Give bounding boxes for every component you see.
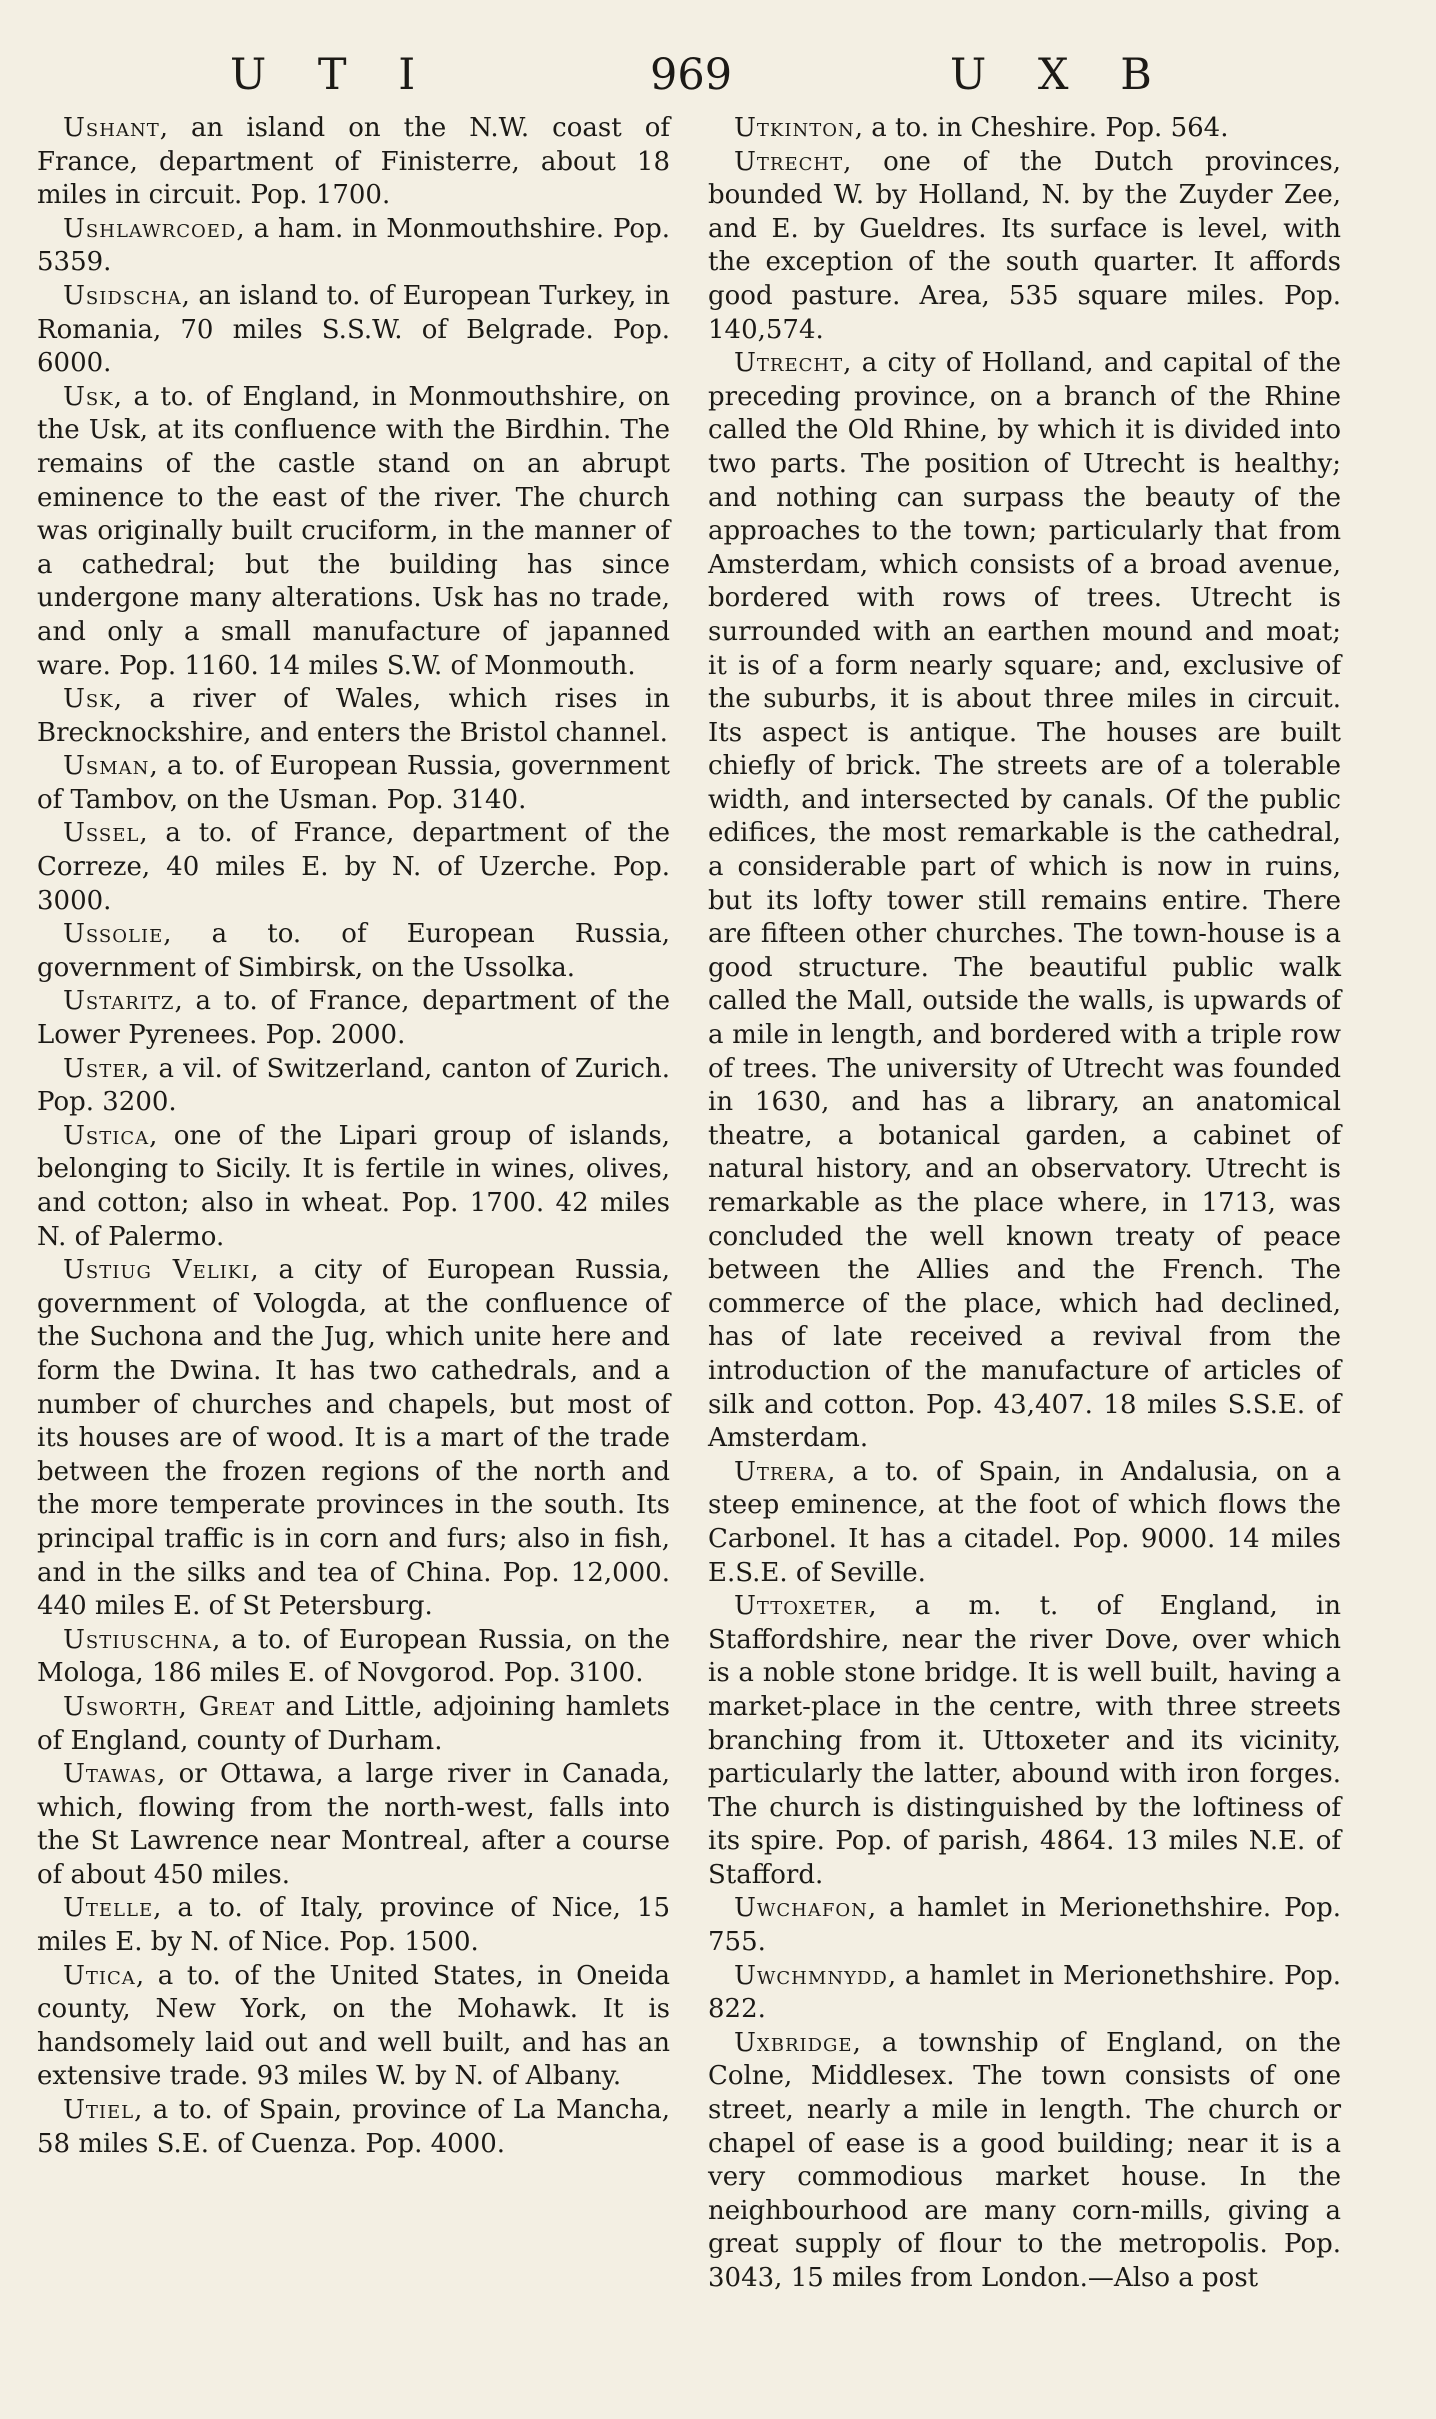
- entry-headword: Utrecht: [734, 348, 844, 379]
- entry-headword: Ushlawrcoed: [63, 213, 237, 244]
- entry-headword: Usman: [63, 751, 150, 782]
- entry-text: , a city of European Russia, government of Vologda, at the confluence of the Suchona and the Jug, which unite here and form the Dwina. It has two cathedrals, and a number of churches and chapels, but most of its houses are of wood. It is a mart of the trade between the frozen regions of the north and the more temperate provinces in the south. Its principal traffic is in corn and furs; also in fish, and in the silks and tea of China. Pop. 12,000. 440 miles E. of St Petersburg.: [37, 1255, 670, 1622]
- right-column: [708, 112, 1341, 2296]
- entry-headword: Uttoxeter: [734, 1591, 869, 1622]
- entry-text: , a hamlet in Merionethshire. Pop. 755.: [708, 1893, 1341, 1958]
- gazetteer-entry: [37, 381, 670, 683]
- entry-text: , a river of Wales, which rises in Brecknockshire, and enters the Bristol channel.: [37, 684, 670, 748]
- gazetteer-entry: [37, 750, 670, 817]
- running-header: [0, 50, 1436, 110]
- gazetteer-entry: [37, 817, 670, 918]
- entry-headword: Ushant: [63, 113, 160, 143]
- entry-text: , a to. of European Russia, on the Mologa, 186 miles E. of Novgorod. Pop. 3100.: [37, 1624, 670, 1689]
- gazetteer-entry: [37, 1691, 670, 1758]
- page-number: 969: [650, 50, 733, 100]
- entry-headword: Utiel: [63, 2095, 135, 2126]
- entry-text: , a to. of European Russia, government of Tambov, on the Usman. Pop. 3140.: [37, 751, 670, 815]
- gazetteer-entry: [37, 918, 670, 985]
- entry-headword: Usworth, Great: [63, 1691, 276, 1722]
- entry-headword: Utelle: [63, 1893, 154, 1924]
- entry-headword: Ussel: [63, 818, 140, 849]
- gazetteer-entry: [37, 280, 670, 381]
- gazetteer-entry: [37, 1758, 670, 1892]
- gazetteer-entry: [708, 1892, 1341, 1959]
- header-right-letters: U X B: [950, 50, 1152, 100]
- gazetteer-entry: [708, 146, 1341, 348]
- header-left-letters: U T I: [230, 50, 416, 100]
- entry-headword: Ustaritz: [63, 986, 175, 1017]
- entry-text: , a hamlet in Merionethshire. Pop. 822.: [708, 1960, 1341, 2025]
- entry-text: , a township of England, on the Colne, Middlesex. The town consists of one street, nearly a mile in length. The church or chapel of ease is a good building; near it is a very commodious market house. In the neighbourhood are many corn-mills, giving a great supply of flour to the metropolis. Pop. 3043, 15 miles from London.—Also a post: [708, 2027, 1341, 2293]
- entry-text: and Little, adjoining hamlets of England, county of Durham.: [37, 1691, 670, 1756]
- gazetteer-entry: [37, 213, 670, 280]
- entry-headword: Uxbridge: [734, 2027, 853, 2058]
- entry-text: , a to. of the United States, in Oneida county, New York, on the Mohawk. It is handsomely laid out and well built, and has an extensive trade. 93 miles W. by N. of Albany.: [37, 1960, 670, 2092]
- entry-headword: Utrecht: [734, 146, 844, 177]
- entry-text: , an island on the N.W. coast of France, department of Finisterre, about 18 miles in circuit. Pop. 1700.: [37, 113, 670, 211]
- entry-headword: Ustiug Veliki: [63, 1255, 251, 1286]
- entry-headword: Utawas: [63, 1759, 158, 1790]
- gazetteer-entry: [708, 2027, 1341, 2296]
- entry-headword: Usidscha: [63, 280, 182, 311]
- gazetteer-entry: [37, 1120, 670, 1254]
- entry-text: , one of the Dutch provinces, bounded W. by Holland, N. by the Zuyder Zee, and E. by Gueldres. Its surface is level, with the exception of the south quarter. It affords good pasture. Area, 535 square miles. Pop. 140,574.: [708, 146, 1341, 345]
- entry-headword: Usk: [63, 381, 114, 412]
- gazetteer-entry: [37, 1053, 670, 1120]
- entry-text: , a city of Holland, and capital of the preceding province, on a branch of the Rhine called the Old Rhine, by which it is divided into two parts. The position of Utrecht is healthy; and nothing can surpass the beauty of the approaches to the town; particularly that from Amsterdam, which consists of a broad avenue, bordered with rows of trees. Utrecht is surrounded with an earthen mound and moat; it is of a form nearly square; and, exclusive of the suburbs, it is about three miles in circuit. Its aspect is antique. The houses are built chiefly of brick. The streets are of a tolerable width, and intersected by canals. Of the public edifices, the most remarkable is the cathedral, a considerable part of which is now in ruins, but its lofty tower still remains entire. There are fifteen other churches. The town-house is a good structure. The beautiful public walk called the Mall, outside the walls, is upwards of a mile in length, and bordered with a triple row of trees. The university of Utrecht was founded in 1630, and has a library, an anatomical theatre, a botanical garden, a cabinet of natural history, and an observatory. Utrecht is remarkable as the place where, in 1713, was concluded the well known treaty of peace between the Allies and the French. The commerce of the place, which had declined, has of late received a revival from the introduction of the manufacture of articles of silk and cotton. Pop. 43,407. 18 miles S.S.E. of Amsterdam.: [708, 348, 1341, 1454]
- entry-headword: Utrera: [734, 1456, 828, 1487]
- gazetteer-entry: [708, 1960, 1341, 2027]
- gazetteer-entry: [37, 683, 670, 750]
- entry-text: , a m. t. of England, in Staffordshire, near the river Dove, over which is a noble stone bridge. It is well built, having a market-place in the centre, with three streets branching from it. Uttoxeter and its vicinity, particularly the latter, abound with iron forges. The church is distinguished by the loftiness of its spire. Pop. of parish, 4864. 13 miles N.E. of Stafford.: [708, 1591, 1341, 1890]
- entry-text: , a to. of France, department of the Lower Pyrenees. Pop. 2000.: [37, 986, 670, 1051]
- entry-text: , a to. of Spain, in Andalusia, on a steep eminence, at the foot of which flows the Carbonel. It has a citadel. Pop. 9000. 14 miles E.S.E. of Seville.: [708, 1456, 1341, 1588]
- gazetteer-entry: [37, 2094, 670, 2161]
- entry-text: , a to. of Spain, province of La Mancha, 58 miles S.E. of Cuenza. Pop. 4000.: [37, 2095, 670, 2159]
- entry-headword: Ussolie: [63, 919, 164, 950]
- entry-headword: Ustica: [63, 1120, 150, 1151]
- gazetteer-entry: [708, 1456, 1341, 1590]
- entry-text: , a ham. in Monmouthshire. Pop. 5359.: [37, 213, 670, 278]
- entry-headword: Usk: [63, 684, 114, 715]
- entry-text: , a to. of Italy, province of Nice, 15 miles E. by N. of Nice. Pop. 1500.: [37, 1893, 670, 1958]
- gazetteer-entry: [37, 112, 670, 213]
- entry-text: , a vil. of Switzerland, canton of Zurich. Pop. 3200.: [37, 1053, 670, 1118]
- entry-text: , a to. of England, in Monmouthshire, on the Usk, at its confluence with the Birdhin. The remains of the castle stand on an abrupt eminence to the east of the river. The church was originally built cruciform, in the manner of a cathedral; but the building has since undergone many alterations. Usk has no trade, and only a small manufacture of japanned ware. Pop. 1160. 14 miles S.W. of Monmouth.: [37, 381, 670, 681]
- entry-text: , a to. in Cheshire. Pop. 564.: [854, 113, 1229, 143]
- entry-headword: Uwchmnydd: [734, 1960, 888, 1991]
- entry-headword: Utkinton: [734, 113, 855, 143]
- entry-text: , or Ottawa, a large river in Canada, which, flowing from the north-west, falls into the St Lawrence near Montreal, after a course of about 450 miles.: [37, 1759, 670, 1890]
- entry-headword: Utica: [63, 1960, 136, 1991]
- entry-headword: Uster: [63, 1053, 141, 1084]
- gazetteer-entry: [37, 1254, 670, 1624]
- gazetteer-entry: [708, 347, 1341, 1456]
- gazetteer-entry: [37, 1624, 670, 1691]
- entry-text: , one of the Lipari group of islands, belonging to Sicily. It is fertile in wines, olives, and cotton; also in wheat. Pop. 1700. 42 miles N. of Palermo.: [37, 1120, 670, 1252]
- entry-headword: Uwchafon: [734, 1893, 868, 1924]
- gazetteer-entry: [708, 112, 1341, 146]
- entry-text: , an island to. of European Turkey, in Romania, 70 miles S.S.W. of Belgrade. Pop. 6000.: [37, 280, 670, 379]
- gazetteer-entry: [708, 1590, 1341, 1892]
- gazetteer-entry: [37, 985, 670, 1052]
- entry-text: , a to. of France, department of the Correze, 40 miles E. by N. of Uzerche. Pop. 3000.: [37, 818, 670, 916]
- entry-text: , a to. of European Russia, government of Simbirsk, on the Ussolka.: [37, 919, 670, 983]
- gazetteer-entry: [37, 1892, 670, 1959]
- left-column: [37, 112, 670, 2161]
- entry-headword: Ustiuschna: [63, 1624, 213, 1655]
- gazetteer-entry: [37, 1960, 670, 2094]
